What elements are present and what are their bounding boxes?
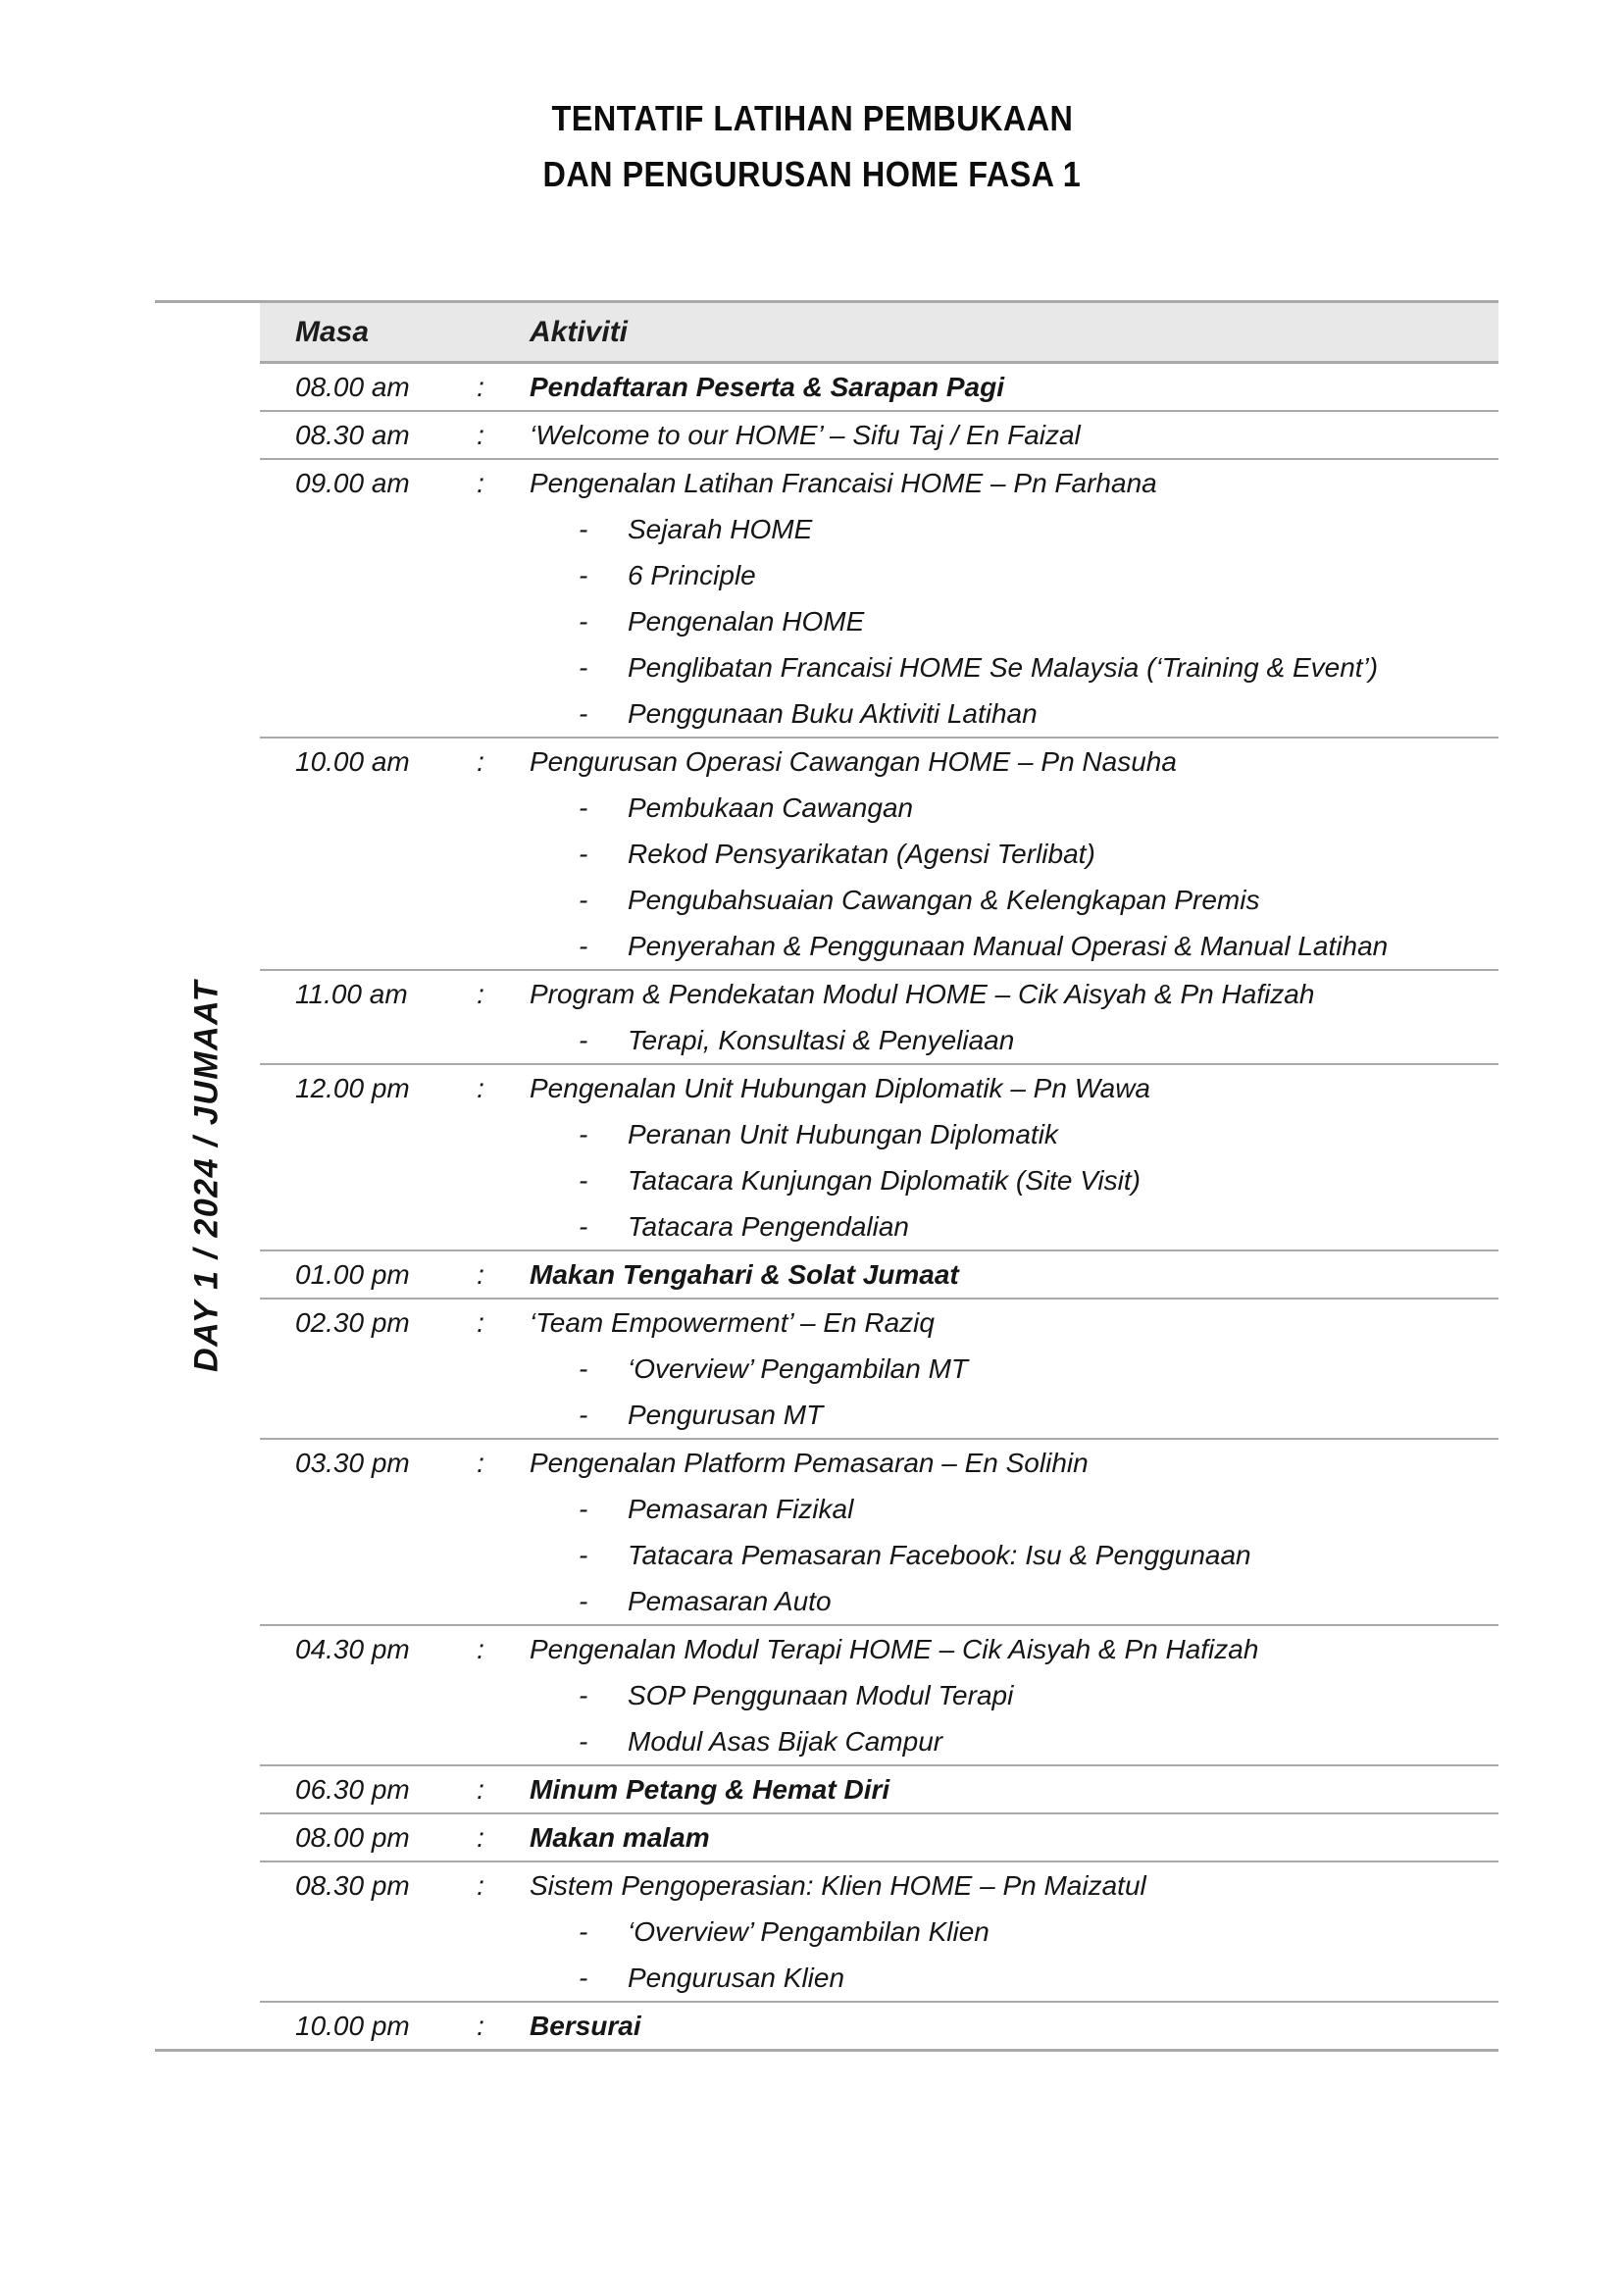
row-colon: : <box>477 1634 484 1664</box>
row-activity: Minum Petang & Hemat Diri <box>530 1774 890 1805</box>
row-time: 08.00 am <box>295 372 410 402</box>
row-activity: Pengenalan Platform Pemasaran – En Solihin <box>530 1448 1089 1478</box>
sub-item-dash: - <box>579 1119 588 1149</box>
sub-item <box>530 1486 1498 1532</box>
row-colon: : <box>477 1307 484 1338</box>
sub-item-text: Pengurusan Klien <box>628 1963 845 1993</box>
row-subitems <box>530 1111 1498 1249</box>
row-subitems <box>530 1672 1498 1764</box>
row-colon: : <box>477 372 484 402</box>
row-activity: Sistem Pengoperasian: Klien HOME – Pn Maizatul <box>530 1870 1146 1901</box>
sub-item-dash: - <box>579 1540 588 1570</box>
sub-item-text: Terapi, Konsultasi & Penyeliaan <box>628 1025 1015 1055</box>
page-title-line-2: DAN PENGURUSAN HOME FASA 1 <box>542 154 1082 194</box>
row-activity: Makan malam <box>530 1822 710 1853</box>
sub-item-text: Pemasaran Fizikal <box>628 1494 854 1524</box>
sub-item <box>530 877 1498 923</box>
page-title-line-1: TENTATIF LATIHAN PEMBUKAAN <box>551 98 1073 138</box>
row-activity-cell <box>515 1814 1498 1861</box>
row-activity-cell <box>515 412 1498 458</box>
row-activity: Pengurusan Operasi Cawangan HOME – Pn Nasuha <box>530 746 1177 777</box>
page-title <box>0 90 1624 202</box>
sub-item-text: Pemasaran Auto <box>628 1586 832 1616</box>
sub-item-dash: - <box>579 885 588 915</box>
sub-item-text: Tatacara Pengendalian <box>628 1211 909 1242</box>
sub-item-dash: - <box>579 1680 588 1710</box>
sub-item <box>530 1955 1498 2001</box>
sub-item-dash: - <box>579 514 588 544</box>
sub-item-dash: - <box>579 1726 588 1757</box>
row-activity: Pengenalan Latihan Francaisi HOME – Pn Farhana <box>530 468 1157 498</box>
sub-item <box>530 1157 1498 1203</box>
row-colon: : <box>477 1774 484 1805</box>
row-activity: Pengenalan Unit Hubungan Diplomatik – Pn Wawa <box>530 1073 1150 1103</box>
sub-item-text: Rekod Pensyarikatan (Agensi Terlibat) <box>628 839 1095 869</box>
sub-item <box>530 1672 1498 1718</box>
row-activity-cell <box>515 364 1498 410</box>
sub-item-text: Pembukaan Cawangan <box>628 792 914 823</box>
table-header-row <box>260 303 1498 364</box>
sub-item <box>530 1203 1498 1249</box>
row-colon: : <box>477 746 484 777</box>
row-time: 10.00 pm <box>295 2011 410 2041</box>
row-activity: Makan Tengahari & Solat Jumaat <box>530 1259 959 1290</box>
sub-item-text: Pengurusan MT <box>628 1400 824 1430</box>
sub-item-text: Tatacara Pemasaran Facebook: Isu & Penggunaan <box>628 1540 1251 1570</box>
sub-item-dash: - <box>579 1165 588 1196</box>
row-activity-cell <box>515 1065 1498 1249</box>
sub-item-dash: - <box>579 560 588 590</box>
schedule-row <box>260 2003 1498 2049</box>
sub-item-dash: - <box>579 931 588 961</box>
row-colon: : <box>477 2011 484 2041</box>
sub-item <box>530 923 1498 969</box>
sub-item <box>530 1017 1498 1063</box>
sub-item-text: SOP Penggunaan Modul Terapi <box>628 1680 1014 1710</box>
row-subitems <box>530 1017 1498 1063</box>
sub-item-text: Modul Asas Bijak Campur <box>628 1726 943 1757</box>
column-header-aktiviti: Aktiviti <box>530 315 629 348</box>
sub-item <box>530 1392 1498 1438</box>
sub-item-dash: - <box>579 1586 588 1616</box>
schedule-row <box>260 1065 1498 1251</box>
row-time: 02.30 pm <box>295 1307 410 1338</box>
row-colon: : <box>477 979 484 1009</box>
row-activity: Pendaftaran Peserta & Sarapan Pagi <box>530 372 1004 402</box>
schedule-row <box>260 412 1498 460</box>
sub-item-dash: - <box>579 1400 588 1430</box>
row-time: 01.00 pm <box>295 1259 410 1290</box>
row-colon: : <box>477 468 484 498</box>
sub-item <box>530 1909 1498 1955</box>
sub-item <box>530 831 1498 877</box>
schedule-row <box>260 971 1498 1065</box>
row-colon: : <box>477 1259 484 1290</box>
row-subitems <box>530 785 1498 969</box>
sub-item-text: Peranan Unit Hubungan Diplomatik <box>628 1119 1058 1149</box>
row-activity: ‘Welcome to our HOME’ – Sifu Taj / En Faizal <box>530 420 1081 450</box>
sub-item-dash: - <box>579 698 588 729</box>
sub-item <box>530 1111 1498 1157</box>
row-activity: Program & Pendekatan Modul HOME – Cik Aisyah & Pn Hafizah <box>530 979 1315 1009</box>
schedule-row <box>260 1440 1498 1626</box>
row-activity-cell <box>515 1626 1498 1764</box>
schedule-row <box>260 364 1498 412</box>
schedule-row <box>260 460 1498 739</box>
schedule-row <box>260 739 1498 971</box>
sub-item <box>530 552 1498 598</box>
sub-item <box>530 690 1498 737</box>
row-colon: : <box>477 420 484 450</box>
schedule-row <box>260 1626 1498 1766</box>
sub-item-text: Pengenalan HOME <box>628 606 865 637</box>
sub-item-dash: - <box>579 1494 588 1524</box>
row-activity-cell <box>515 971 1498 1063</box>
schedule-rows <box>260 364 1498 2049</box>
row-activity: ‘Team Empowerment’ – En Raziq <box>530 1307 935 1338</box>
row-time: 08.30 pm <box>295 1870 410 1901</box>
row-colon: : <box>477 1073 484 1103</box>
sub-item-text: Pengubahsuaian Cawangan & Kelengkapan Premis <box>628 885 1260 915</box>
row-time: 12.00 pm <box>295 1073 410 1103</box>
sub-item-dash: - <box>579 606 588 637</box>
row-activity-cell <box>515 1440 1498 1624</box>
schedule-row <box>260 1814 1498 1862</box>
row-colon: : <box>477 1448 484 1478</box>
column-header-masa: Masa <box>295 315 370 348</box>
sub-item-dash: - <box>579 1963 588 1993</box>
sub-item <box>530 785 1498 831</box>
sub-item-text: ‘Overview’ Pengambilan MT <box>628 1353 969 1384</box>
row-activity-cell <box>515 460 1498 737</box>
schedule-row <box>260 1251 1498 1300</box>
row-time: 10.00 am <box>295 746 410 777</box>
row-time: 06.30 pm <box>295 1774 410 1805</box>
row-time: 09.00 am <box>295 468 410 498</box>
row-activity-cell <box>515 739 1498 969</box>
row-time: 03.30 pm <box>295 1448 410 1478</box>
table-bottom-border <box>155 2049 1498 2052</box>
day-label: DAY 1 / 2024 / JUMAAT <box>187 980 226 1372</box>
sub-item-dash: - <box>579 1025 588 1055</box>
row-time: 08.30 am <box>295 420 410 450</box>
sub-item-text: 6 Principle <box>628 560 756 590</box>
sub-item-dash: - <box>579 1916 588 1947</box>
sub-item <box>530 1718 1498 1764</box>
sub-item <box>530 1578 1498 1624</box>
sub-item-dash: - <box>579 1211 588 1242</box>
row-activity-cell <box>515 1300 1498 1438</box>
row-subitems <box>530 1486 1498 1624</box>
sub-item-text: Tatacara Kunjungan Diplomatik (Site Visit) <box>628 1165 1141 1196</box>
sub-item <box>530 598 1498 644</box>
row-activity: Pengenalan Modul Terapi HOME – Cik Aisyah & Pn Hafizah <box>530 1634 1259 1664</box>
row-colon: : <box>477 1822 484 1853</box>
sub-item-dash: - <box>579 652 588 683</box>
row-activity-cell <box>515 1862 1498 2001</box>
schedule-row <box>260 1862 1498 2003</box>
sub-item-text: Sejarah HOME <box>628 514 813 544</box>
row-subitems <box>530 1346 1498 1438</box>
schedule-row <box>260 1766 1498 1814</box>
sub-item <box>530 1346 1498 1392</box>
sub-item <box>530 644 1498 690</box>
row-activity-cell <box>515 1251 1498 1298</box>
sub-item <box>530 506 1498 552</box>
schedule-row <box>260 1300 1498 1440</box>
row-activity-cell <box>515 2003 1498 2049</box>
sub-item-text: Penggunaan Buku Aktiviti Latihan <box>628 698 1038 729</box>
row-colon: : <box>477 1870 484 1901</box>
row-time: 04.30 pm <box>295 1634 410 1664</box>
sub-item-dash: - <box>579 792 588 823</box>
sub-item-text: ‘Overview’ Pengambilan Klien <box>628 1916 990 1947</box>
row-time: 11.00 am <box>295 979 408 1009</box>
row-activity: Bersurai <box>530 2011 641 2041</box>
sub-item <box>530 1532 1498 1578</box>
row-activity-cell <box>515 1766 1498 1812</box>
row-subitems <box>530 1909 1498 2001</box>
row-time: 08.00 pm <box>295 1822 410 1853</box>
sub-item-dash: - <box>579 839 588 869</box>
sub-item-text: Penyerahan & Penggunaan Manual Operasi & Manual Latihan <box>628 931 1389 961</box>
sub-item-text: Penglibatan Francaisi HOME Se Malaysia (‘Training & Event’) <box>628 652 1379 683</box>
row-subitems <box>530 506 1498 737</box>
sub-item-dash: - <box>579 1353 588 1384</box>
